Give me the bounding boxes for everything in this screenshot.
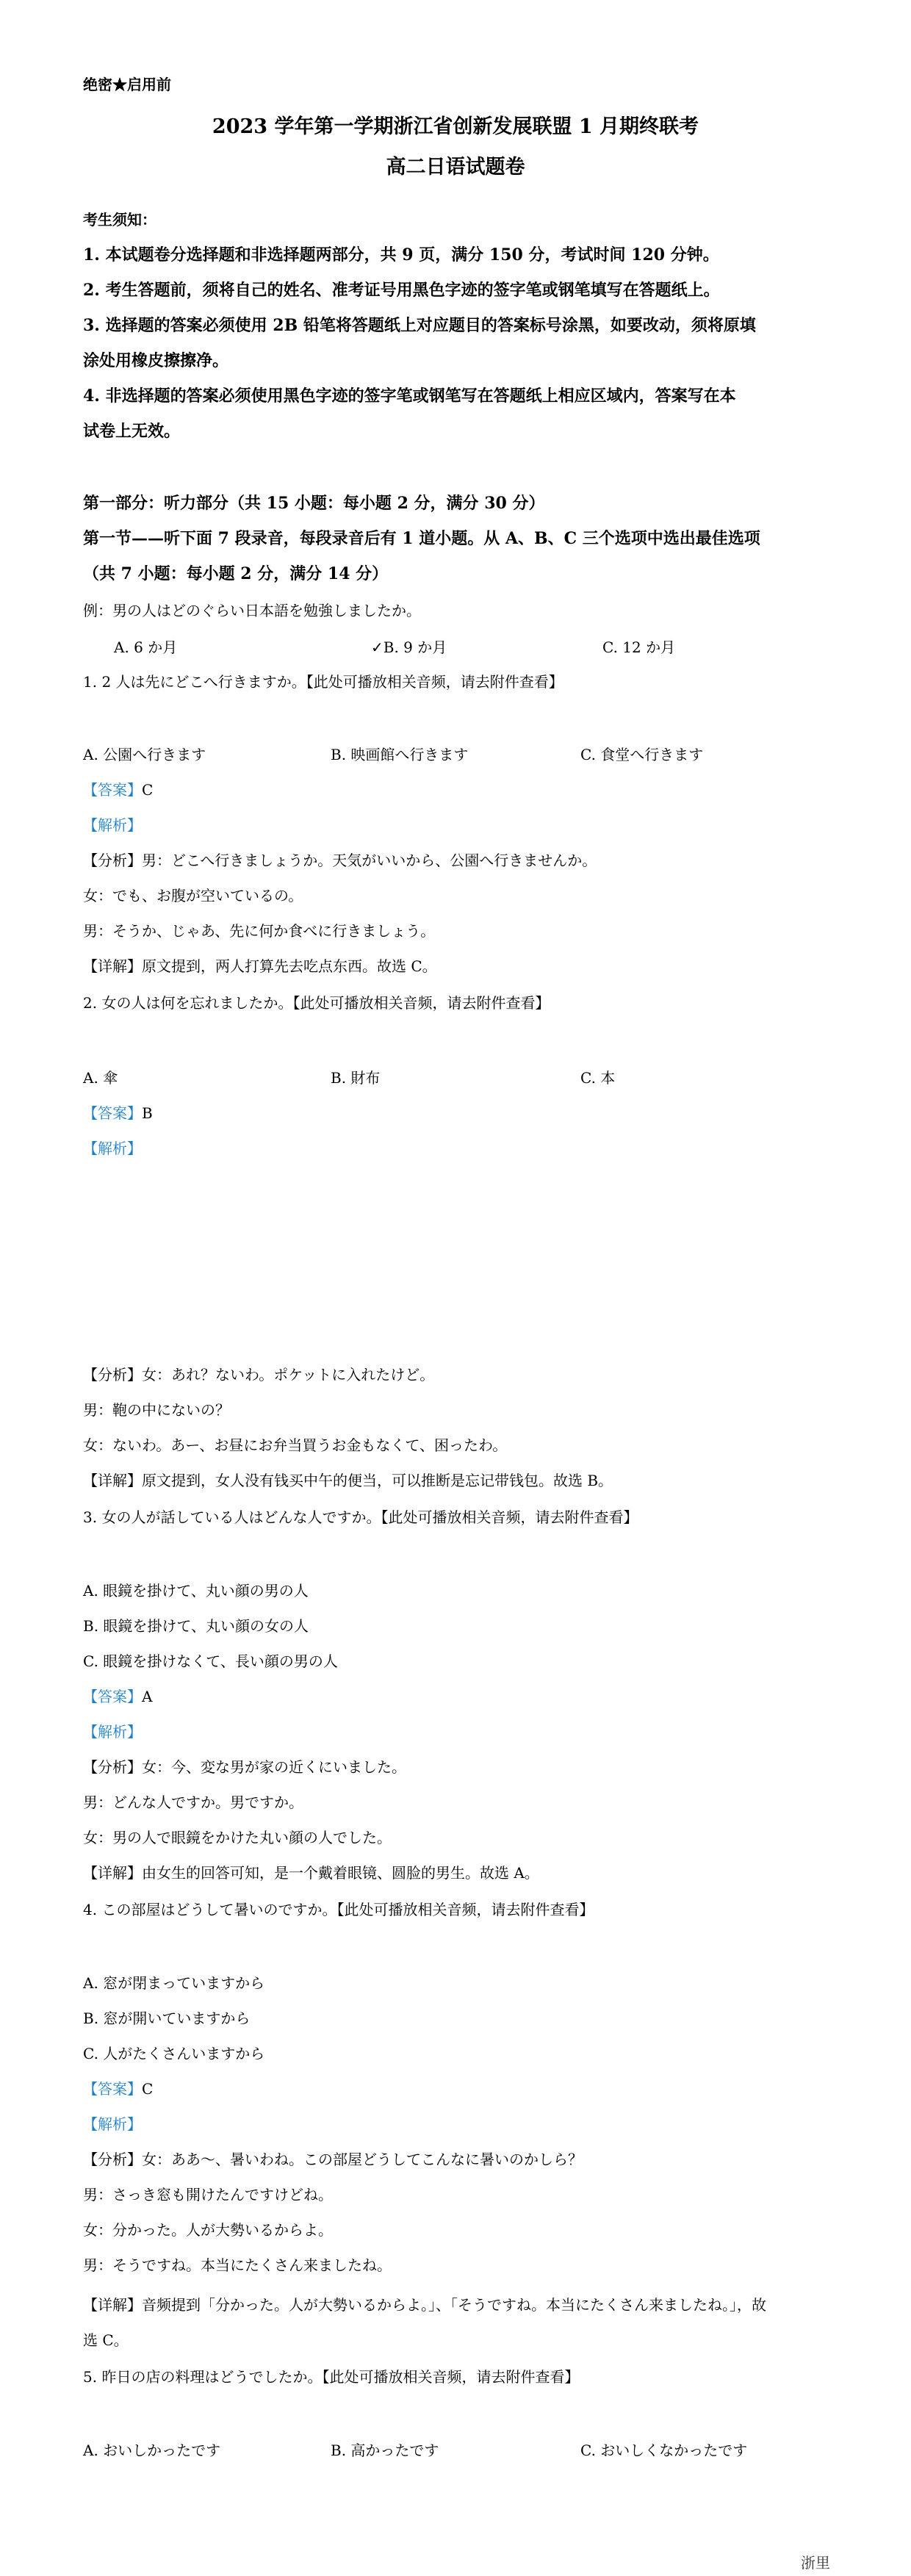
q2-option: B. 財布 (331, 1069, 381, 1087)
q1-option: B. 映画館へ行きます (331, 746, 469, 763)
notice-item: 2. 考生答题前，须将自己的姓名、准考证号用黑色字迹的签字笔或钢笔填写在答题纸上。 (83, 281, 720, 300)
notice-item: 1. 本试题卷分选择题和非选择题两部分，共 9 页，满分 150 分，考试时间 120 分钟。 (83, 245, 719, 265)
q3-option: B. 眼鏡を掛けて、丸い顔の女の人 (83, 1617, 309, 1635)
question-2: 2. 女の人は何を忘れましたか。【此处可播放相关音频，请去附件查看】 (83, 994, 550, 1012)
q4-analysis-line: 【分析】女：ああ～、暑いわね。この部屋どうしてこんなに暑いのかしら？ (83, 2151, 583, 2168)
answer-tag: 【答案】 (83, 2080, 142, 2098)
q2-analysis-line: 男：鞄の中にないの？ (83, 1401, 230, 1419)
q1-answer (83, 779, 153, 801)
answer-tag: 【答案】 (83, 1104, 142, 1122)
analysis-tag: 【解析】 (83, 816, 142, 834)
answer-value: B (142, 1104, 153, 1122)
answer-value: C (142, 2080, 154, 2098)
q3-analysis-line: 男：どんな人ですか。男ですか。 (83, 1794, 303, 1811)
q2-option: C. 本 (580, 1069, 616, 1087)
q2-detail-line: 【详解】原文提到，女人没有钱买中午的便当，可以推断是忘记带钱包。故选 B。 (83, 1472, 613, 1489)
q4-answer (83, 2078, 153, 2100)
analysis-tag: 【解析】 (83, 2115, 142, 2133)
question-5: 5. 昨日の店の料理はどうでしたか。【此处可播放相关音频，请去附件查看】 (83, 2368, 580, 2386)
answer-value: C (142, 781, 154, 799)
question-1: 1. 2 人は先にどこへ行きますか。【此处可播放相关音频，请去附件查看】 (83, 673, 563, 691)
q4-option: C. 人がたくさんいますから (83, 2045, 265, 2062)
q5-option: B. 高かったです (331, 2442, 439, 2459)
question-3: 3. 女の人が話している人はどんな人ですか。【此处可播放相关音频，请去附件查看】 (83, 1508, 638, 1526)
notice-heading: 考生须知： (83, 211, 156, 229)
q2-analysis-line: 【分析】女：あれ？ないわ。ポケットに入れたけど。 (83, 1366, 435, 1384)
q2-analysis-line: 女：ないわ。あー、お昼にお弁当買うお金もなくて、困ったわ。 (83, 1436, 508, 1454)
q3-answer (83, 1685, 152, 1708)
notice-item: 4. 非选择题的答案必须使用黑色字迹的签字笔或钢笔写在答题纸上相应区域内，答案写在本 (83, 386, 736, 406)
q3-detail-line: 【详解】由女生的回答可知，是一个戴着眼镜、圆脸的男生。故选 A。 (83, 1864, 539, 1882)
q5-option: C. おいしくなかったです (580, 2442, 748, 2459)
secret-label: 绝密★启用前 (83, 76, 171, 93)
notice-item: 涂处用橡皮擦擦净。 (83, 351, 229, 370)
q2-answer (83, 1102, 153, 1124)
q4-option: A. 窓が閉まっていますから (83, 1974, 265, 1992)
section1-instruction: 第一节——听下面 7 段录音，每段录音后有 1 道小题。从 A、B、C 三个选项中选出最佳选项 (83, 529, 760, 548)
q5-option: A. おいしかったです (83, 2442, 221, 2459)
q3-analysis-line: 【分析】女：今、変な男が家の近くにいました。 (83, 1758, 406, 1776)
notice-item: 试卷上无效。 (83, 422, 181, 441)
q4-detail-line: 选 C。 (83, 2331, 129, 2349)
q4-analysis-line: 男：そうですね。本当にたくさん来ましたね。 (83, 2256, 392, 2274)
q1-analysis-line: 【分析】男：どこへ行きましょうか。天気がいいから、公園へ行きませんか。 (83, 852, 597, 869)
answer-tag: 【答案】 (83, 781, 142, 799)
q1-analysis-line: 男：そうか、じゃあ、先に何か食べに行きましょう。 (83, 922, 436, 940)
exam-title: 2023 学年第一学期浙江省创新发展联盟 1 月期终联考 (212, 115, 699, 138)
section1-instruction: （共 7 小题：每小题 2 分，满分 14 分） (83, 564, 389, 583)
example-question: 例：男の人はどのぐらい日本語を勉強しましたか。 (83, 602, 421, 619)
q3-option: C. 眼鏡を掛けなくて、長い顔の男の人 (83, 1652, 338, 1670)
analysis-tag: 【解析】 (83, 1140, 142, 1157)
q4-analysis-line: 女：分かった。人が大勢いるからよ。 (83, 2221, 333, 2239)
q4-analysis-line: 男：さっき窓も開けたんですけどね。 (83, 2186, 333, 2203)
q4-detail-line: 【详解】音频提到「分かった。人が大勢いるからよ。」、「そうですね。本当にたくさん来ましたね。」，故 (83, 2296, 766, 2314)
q4-option: B. 窓が開いていますから (83, 2010, 251, 2027)
footer-mark: 浙里 (801, 2554, 830, 2572)
example-option: ✓B. 9 か月 (371, 638, 447, 656)
notice-item: 3. 选择题的答案必须使用 2B 铅笔将答题纸上对应题目的答案标号涂黑，如要改动，须将原填 (83, 316, 756, 335)
example-option: A. 6 か月 (114, 638, 178, 656)
exam-subtitle: 高二日语试题卷 (386, 156, 525, 179)
q3-analysis-line: 女：男の人で眼鏡をかけた丸い顔の人でした。 (83, 1829, 392, 1846)
q1-option: C. 食堂へ行きます (580, 746, 704, 763)
answer-tag: 【答案】 (83, 1688, 142, 1705)
q3-option: A. 眼鏡を掛けて、丸い顔の男の人 (83, 1582, 309, 1600)
part1-heading: 第一部分：听力部分（共 15 小题：每小题 2 分，满分 30 分） (83, 494, 545, 513)
example-option: C. 12 か月 (602, 638, 676, 656)
analysis-tag: 【解析】 (83, 1723, 142, 1741)
q1-detail-line: 【详解】原文提到，两人打算先去吃点东西。故选 C。 (83, 957, 437, 975)
question-4: 4. この部屋はどうして暑いのですか。【此处可播放相关音频，请去附件查看】 (83, 1901, 594, 1918)
answer-value: A (142, 1688, 153, 1705)
q1-analysis-line: 女：でも、お腹が空いているの。 (83, 887, 303, 904)
q2-option: A. 傘 (83, 1069, 118, 1087)
q1-option: A. 公園へ行きます (83, 746, 206, 763)
